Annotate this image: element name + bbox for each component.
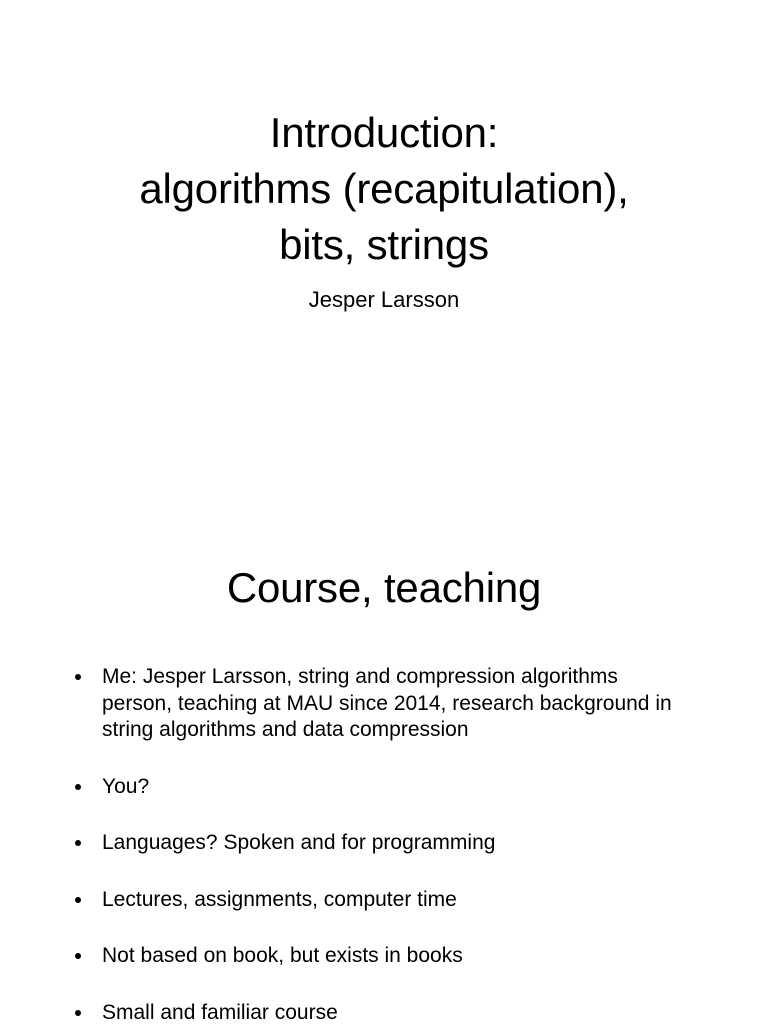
bullet-dot-icon <box>75 784 81 790</box>
slide-title-line: bits, strings <box>0 217 768 273</box>
author-name: Jesper Larsson <box>0 286 768 314</box>
bullet-dot-icon <box>75 840 81 846</box>
bullet-item <box>0 664 768 744</box>
bullet-dot-icon <box>75 953 81 959</box>
bullet-text: You? <box>102 775 149 798</box>
bullet-item <box>0 830 768 857</box>
slide-title-line: algorithms (recapitulation), <box>0 161 768 217</box>
bullet-dot-icon <box>75 1010 81 1016</box>
bullet-item <box>0 943 768 970</box>
bullet-text: Not based on book, but exists in books <box>102 944 463 967</box>
bullet-dot-icon <box>75 674 81 680</box>
bullet-dot-icon <box>75 897 81 903</box>
bullet-text: Lectures, assignments, computer time <box>102 888 457 911</box>
bullet-text: Me: Jesper Larsson, string and compression algorithms person, teaching at MAU since 2014, research background in string algorithms and data compression <box>102 665 672 741</box>
bullet-list <box>0 664 768 1026</box>
slide-title-line: Introduction: <box>0 105 768 161</box>
bullet-item <box>0 1000 768 1026</box>
bullet-item <box>0 887 768 914</box>
slide-title <box>0 105 768 273</box>
bullet-text: Languages? Spoken and for programming <box>102 831 495 854</box>
bullet-item <box>0 774 768 801</box>
course-teaching-slide <box>0 512 768 1024</box>
slide-heading: Course, teaching <box>0 562 768 614</box>
bullet-text: Small and familiar course <box>102 1001 338 1024</box>
title-slide <box>0 0 768 512</box>
